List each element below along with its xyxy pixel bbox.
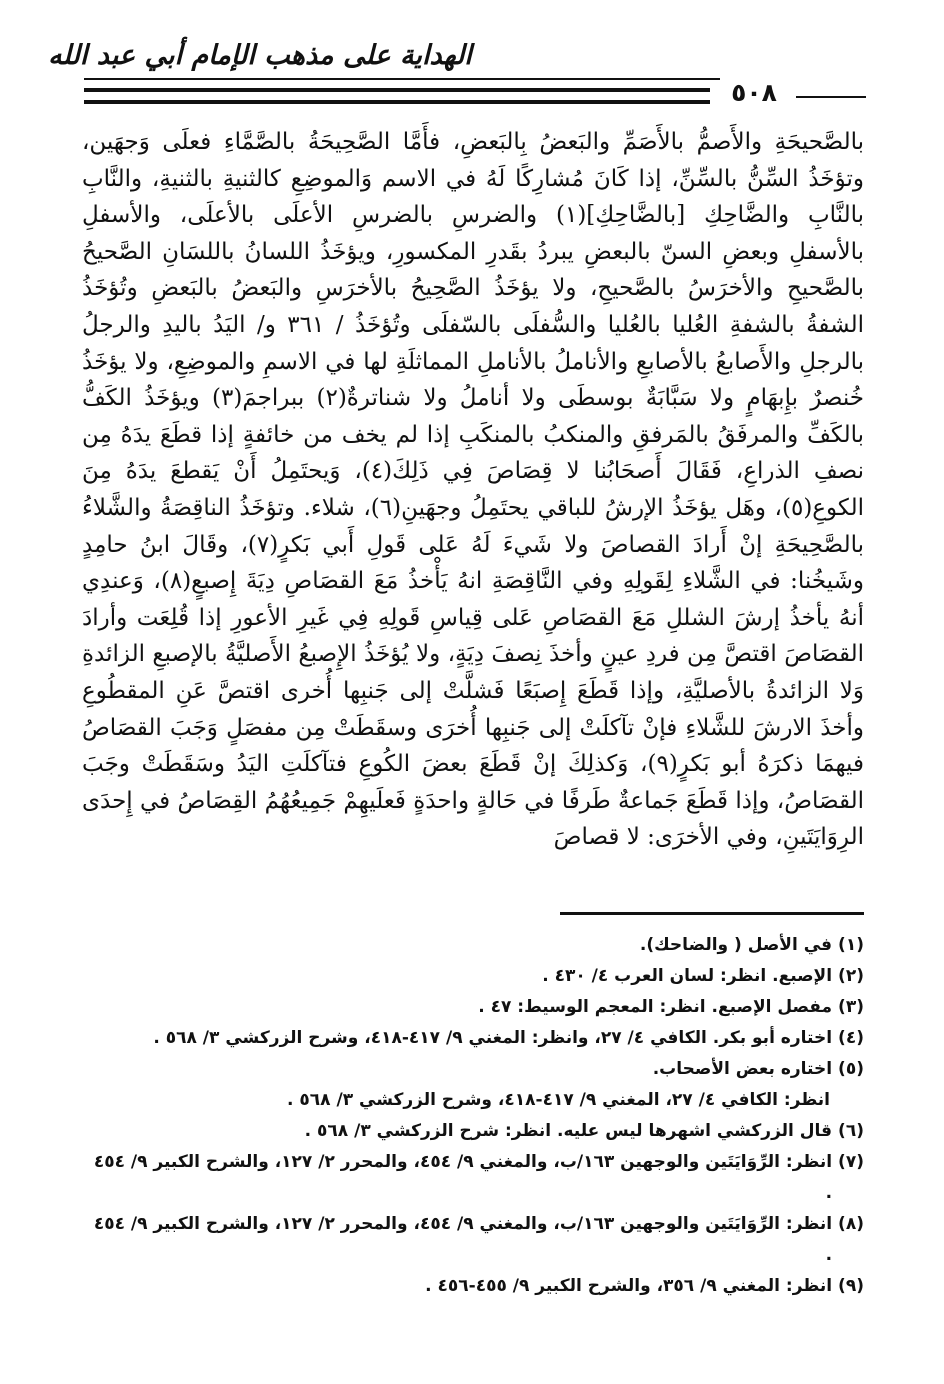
footnote-text: انظر: المغني ٩/ ٣٥٦، والشرح الكبير ٩/ ٤٥٥-٤٥٦ . [425,1276,833,1296]
main-body-text [82,124,864,856]
body-paragraph: بالصَّحيحَةِ والأَصمُّ بالأَصَمِّ والبَعضُ بِالبَعضِ، فأَمَّا الصَّحِيحَةُ بالصَّمَّاءِ فعلَى وَجهَين، وتؤخَذُ السِّنُّ بالسِّنِّ، إذا كَانَ مُشارِكًا لَهُ في الاسم وَالموضِعِ كالثنيةِ بالثنيةِ، والنَّابِ بالنَّابِ والضَّاحِكِ [بالضَّاحِكِ](١) والضرسِ بالضرسِ الأعلَى بالأعلَى، والأسفلِ بالأسفلِ وبعضِ السنّ بالبعضِ يبردُ بقَدرِ المكسورِ، ويؤخَذُ اللسانُ باللسَانِ الصَّحيحُ بالصَّحيحِ والأخرَسُ بالصَّحيحِ، ولا يؤخَذُ الصَّحِيحُ بالأخرَسِ والبَعضُ بالبَعضِ وتُؤخَذُ الشفةُ بالشفةِ العُليا بالعُليا والسُّفلَى بالسّفلَى وتُؤخَذُ / ٣٦١ و/ اليَدُ باليدِ والرجلُ بالرجلِ والأَصابعُ بالأصابعِ والأناملُ بالأناملِ المماثلَةِ لها في الاسمِ والموضِعِ، ولا يؤخَذُ خُنصرٌ بإِبهَامٍ ولا سَبَّابَةٌ بوسطَى ولا أناملُ ولا شناترةٌ(٢) ببراجمَ(٣) ويؤخَذُ الكَفُّ بالكَفِّ والمرفَقُ بالمَرفقِ والمنكبُ بالمنكَبِ إذا لم يخف من خائفةٍ إذا قطَعَ يدَهُ مِن نصفِ الذراعِ، فَقَالَ أَصحَابُنا لا قِصَاصَ فِي ذَلِكَ(٤)، وَيحتَمِلُ أَنْ يَقطعَ يدَهُ مِنَ الكوعِ(٥)، وهَل يؤخَذُ الإرشُ للباقي يحتَمِلُ وجهَينِ(٦)، شلاء. وتؤخَذُ الناقِصَةُ والشَّلاءُ بالصَّحِيحَةِ إنْ أَرادَ القصاصَ ولا شَيءَ لَهُ عَلى قَولِ أَبي بَكرٍ(٧)، وقَالَ ابنُ حامِدٍ وشَيخُنا: في الشَّلاءِ لِقَولِهِ وفي النَّاقِصَةِ انهُ يَأْخذُ مَعَ القصَاصِ دِيَةَ إِصبعٍ(٨)، وَعندِي أنهُ يأخذُ إرشَ الشللِ مَعَ القصَاصِ عَلى قِياسِ قَولِهِ فِي غَيرِ الأعورِ إذا قُلِعَت وأرادَ القصَاصَ اقتصَّ مِن فردِ عينٍ وأخذَ نِصفَ دِيَةٍ، ولا يُؤخَذُ الإِصبعُ الأَصليَّةُ بالإصبعِ الزائدةِ وَلا الزائدةُ بالأصليَّةِ، وإذا قَطَعَ إِصبَعًا فَشلَّتْ إلى جَنبِها أُخرى اقتصَّ عَنِ المقطُوعِ وأخذَ الارشَ للشَّلاءِ فإنْ تآكلَتْ إلى جَنبِها أُخرَى وسقَطَتْ مِن مفصَلٍ وَجَبَ القصَاصُ فيهمَا ذكرَهُ أبو بَكرٍ(٩)، وَكذلِكَ إنْ قَطَعَ بعضَ الكُوعِ فتآكلَتِ اليَدُ وسَقَطَتْ وجَبَ القصَاصُ، وإذا قَطَعَ جَماعةٌ طَرفًا في حَالةٍ واحدَةٍ فَعلَيهِمْ جَمِيعُهُمُ القِصَاصُ في إِحدَى الرِوَايَتَينِ، وفي الأخرَى: لا قصاصَ [82,129,865,851]
footnote-item [82,1116,864,1147]
footnote-item [82,1054,864,1085]
footnote-item [82,1147,864,1209]
footnote-number: (٥) [838,1059,864,1079]
footnote-number: (٤) [838,1028,864,1048]
footnote-number: (٦) [838,1121,864,1141]
page-number: ٥٠٨ [731,78,777,107]
footnote-item [82,992,864,1023]
header-rule-lower [84,100,710,104]
header-rule-top [84,78,720,80]
footnote-number: (٨) [838,1214,864,1234]
running-head-title: الهداية على مذهب الإمام أبي عبد الله [48,40,472,71]
footnote-text: مفصل الإصبع. انظر: المعجم الوسيط: ٤٧ . [478,997,833,1017]
footnote-number: (٩) [838,1276,864,1296]
footnotes-section [82,930,864,1302]
footnote-item [82,961,864,992]
footnote-text: الإصبع. انظر: لسان العرب ٤/ ٤٣٠ . [542,966,833,986]
footnote-separator [560,912,864,915]
footnote-item [82,930,864,961]
footnote-text: في الأصل ( والضاحك). [639,935,833,955]
footnote-continuation: انظر: الكافي ٤/ ٢٧، المغني ٩/ ٤١٧-٤١٨، وشرح الزركشي ٣/ ٥٦٨ . [287,1090,830,1110]
footnote-item [82,1271,864,1302]
header-rule-upper [84,88,710,92]
footnote-number: (١) [838,935,864,955]
header-rule-right [796,96,866,98]
footnote-number: (٧) [838,1152,864,1172]
footnote-item [82,1209,864,1271]
footnote-text: اختاره أبو بكر. الكافي ٤/ ٢٧، وانظر: المغني ٩/ ٤١٧-٤١٨، وشرح الزركشي ٣/ ٥٦٨ . [153,1028,833,1048]
footnote-text: اختاره بعض الأصحاب. [652,1059,833,1079]
footnote-number: (٣) [838,997,864,1017]
footnote-text: انظر: الرِّوَايَتَين والوجهين ١٦٣/ب، والمغني ٩/ ٤٥٤، والمحرر ٢/ ١٢٧، والشرح الكبير ٩/ ٤٥٤ . [93,1214,833,1265]
footnote-number: (٢) [838,966,864,986]
footnote-text: قال الزركشي اشهرها ليس عليه. انظر: شرح الزركشي ٣/ ٥٦٨ . [304,1121,833,1141]
footnote-item [82,1023,864,1054]
footnote-text: انظر: الرِّوَايَتَين والوجهين ١٦٣/ب، والمغني ٩/ ٤٥٤، والمحرر ٢/ ١٢٧، والشرح الكبير ٩/ ٤٥٤ . [93,1152,833,1203]
